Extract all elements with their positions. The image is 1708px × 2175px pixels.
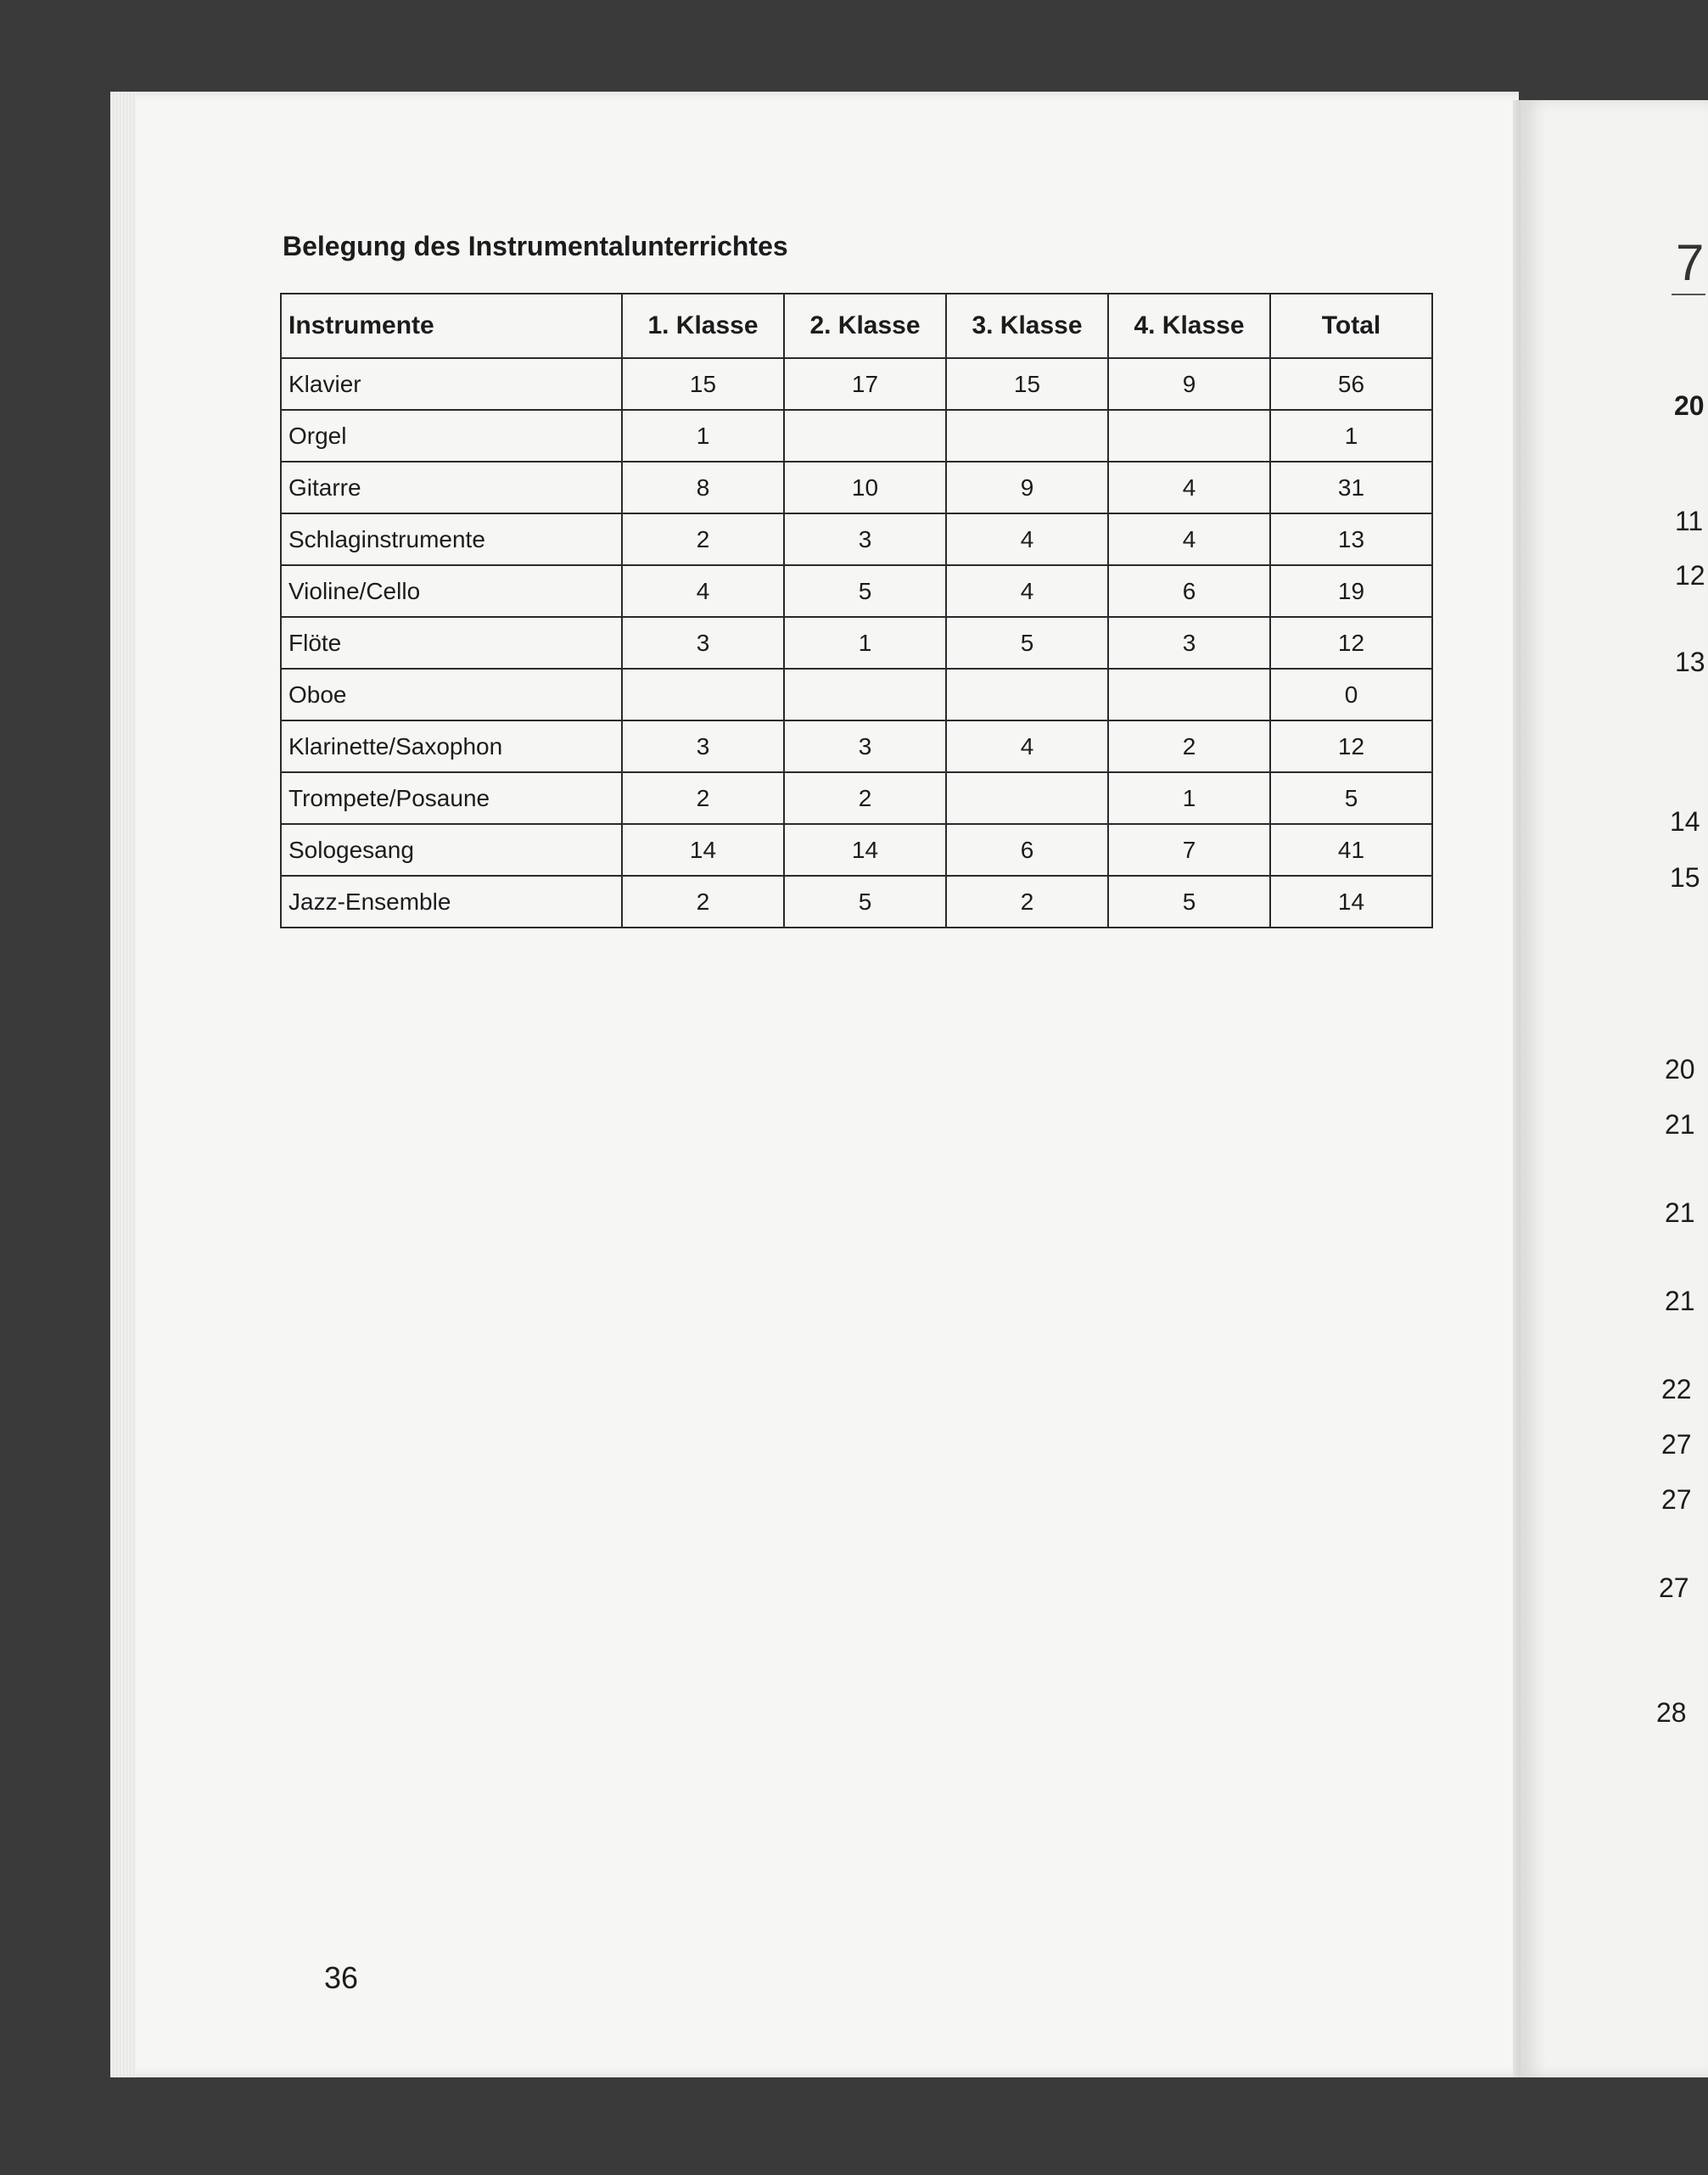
table-cell: 10	[784, 462, 946, 513]
table-cell	[946, 669, 1108, 720]
table-cell: 7	[1108, 824, 1270, 876]
table-cell: 6	[946, 824, 1108, 876]
table-row	[281, 772, 1432, 824]
table-cell: 15	[622, 358, 784, 410]
page-number: 36	[324, 1960, 359, 1995]
table-cell: 9	[946, 462, 1108, 513]
table-cell: 4	[1108, 462, 1270, 513]
total-cell: 31	[1270, 462, 1432, 513]
table-cell: 1	[1108, 772, 1270, 824]
right-line-fragment: 20	[1665, 1054, 1695, 1085]
table-cell: 2	[784, 772, 946, 824]
table-cell: 6	[1108, 565, 1270, 617]
header-klasse-2: 2. Klasse	[784, 294, 946, 358]
instrument-name: Gitarre	[281, 462, 622, 513]
total-cell: 5	[1270, 772, 1432, 824]
total-cell: 0	[1270, 669, 1432, 720]
instrument-name: Sologesang	[281, 824, 622, 876]
right-line-fragment: 27	[1661, 1484, 1692, 1515]
table-cell: 2	[1108, 720, 1270, 772]
table-cell: 3	[1108, 617, 1270, 669]
right-line-fragment: 20	[1674, 390, 1705, 421]
right-line-fragment: 15	[1670, 862, 1700, 893]
table-cell	[946, 772, 1108, 824]
table-cell: 9	[1108, 358, 1270, 410]
total-cell: 56	[1270, 358, 1432, 410]
table-cell: 15	[946, 358, 1108, 410]
instrument-name: Klavier	[281, 358, 622, 410]
right-line-fragment: 21	[1665, 1109, 1695, 1140]
table-cell	[1108, 410, 1270, 462]
table-cell: 8	[622, 462, 784, 513]
header-instrumente: Instrumente	[281, 294, 622, 358]
table-cell: 1	[784, 617, 946, 669]
table-row	[281, 462, 1432, 513]
total-cell: 14	[1270, 876, 1432, 928]
header-total: Total	[1270, 294, 1432, 358]
table-title: Belegung des Instrumentalunterrichtes	[283, 231, 788, 261]
table-cell	[784, 410, 946, 462]
table-row	[281, 513, 1432, 565]
table-cell: 4	[946, 565, 1108, 617]
right-page-heading-rule	[1672, 294, 1705, 295]
table-cell: 5	[1108, 876, 1270, 928]
total-cell: 1	[1270, 410, 1432, 462]
table-row	[281, 876, 1432, 928]
total-cell: 12	[1270, 720, 1432, 772]
table-cell: 14	[784, 824, 946, 876]
right-line-fragment: 21	[1665, 1286, 1695, 1316]
table-cell: 14	[622, 824, 784, 876]
table-cell: 2	[946, 876, 1108, 928]
instrument-name: Orgel	[281, 410, 622, 462]
table-row	[281, 565, 1432, 617]
table-cell: 3	[622, 617, 784, 669]
table-cell	[622, 669, 784, 720]
right-line-fragment: 27	[1661, 1429, 1692, 1460]
table-row	[281, 410, 1432, 462]
table-cell: 4	[622, 565, 784, 617]
table-cell: 4	[946, 720, 1108, 772]
table-cell: 1	[622, 410, 784, 462]
total-cell: 13	[1270, 513, 1432, 565]
table-cell: 4	[946, 513, 1108, 565]
table-cell: 5	[946, 617, 1108, 669]
table-cell: 3	[784, 513, 946, 565]
total-cell: 41	[1270, 824, 1432, 876]
table-cell	[1108, 669, 1270, 720]
total-cell: 19	[1270, 565, 1432, 617]
instrument-name: Flöte	[281, 617, 622, 669]
instrument-name: Oboe	[281, 669, 622, 720]
right-line-fragment: 21	[1665, 1197, 1695, 1228]
table-cell: 4	[1108, 513, 1270, 565]
table-cell: 17	[784, 358, 946, 410]
instrument-name: Klarinette/Saxophon	[281, 720, 622, 772]
table-row	[281, 669, 1432, 720]
table-cell: 3	[784, 720, 946, 772]
instrument-name: Jazz-Ensemble	[281, 876, 622, 928]
table-row	[281, 720, 1432, 772]
right-line-fragment: 11	[1675, 506, 1704, 536]
table-cell: 2	[622, 772, 784, 824]
right-line-fragment: 12	[1675, 560, 1705, 591]
header-klasse-1: 1. Klasse	[622, 294, 784, 358]
instrument-table	[280, 293, 1433, 928]
table-header-row	[281, 294, 1432, 358]
table-row	[281, 617, 1432, 669]
table-cell: 5	[784, 565, 946, 617]
instrument-name: Trompete/Posaune	[281, 772, 622, 824]
table-cell: 3	[622, 720, 784, 772]
instrument-name: Schlaginstrumente	[281, 513, 622, 565]
right-line-fragment: 13	[1675, 647, 1705, 677]
table-cell: 2	[622, 513, 784, 565]
right-line-fragment: 22	[1661, 1374, 1692, 1404]
table-cell: 2	[622, 876, 784, 928]
right-line-fragment: 28	[1656, 1697, 1687, 1728]
table-cell	[946, 410, 1108, 462]
header-klasse-3: 3. Klasse	[946, 294, 1108, 358]
table-cell	[784, 669, 946, 720]
right-page-heading: 7	[1676, 234, 1705, 291]
right-line-fragment: 27	[1659, 1572, 1689, 1603]
table-cell: 5	[784, 876, 946, 928]
total-cell: 12	[1270, 617, 1432, 669]
right-line-fragment: 14	[1670, 806, 1700, 837]
header-klasse-4: 4. Klasse	[1108, 294, 1270, 358]
instrument-name: Violine/Cello	[281, 565, 622, 617]
table-row	[281, 824, 1432, 876]
table-row	[281, 358, 1432, 410]
